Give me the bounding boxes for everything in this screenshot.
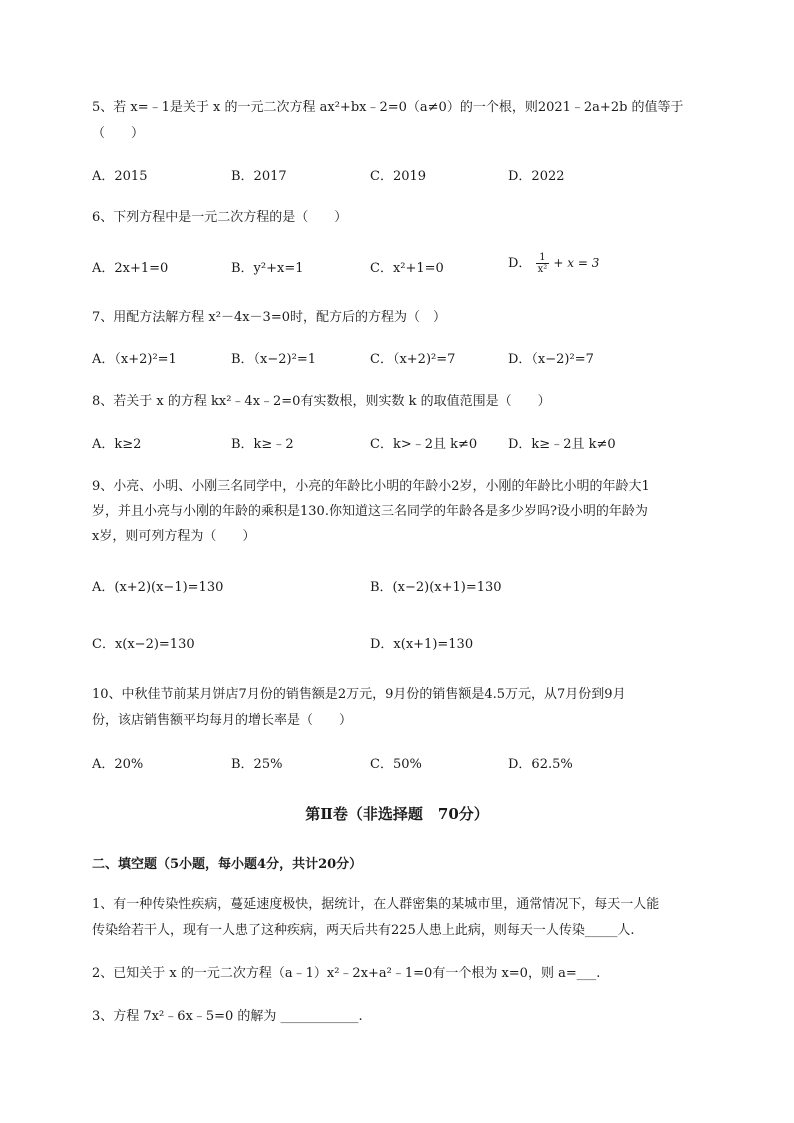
section-title: 第Ⅱ卷（非选择题 70分） [305,805,489,823]
q7-option-b: B．（x−2)²=1 [231,352,316,367]
q8-option-a: A．k≥2 [92,437,142,452]
q10-option-b: B．25% [231,757,283,772]
q5-stem-line2: （ ） [92,126,145,141]
q9-stem-line2: 岁，并且小亮与小刚的年龄的乘积是130.你知道这三名同学的年龄各是多少岁吗?设小明的年龄为 [92,504,648,519]
q6-option-d-label: D． [508,256,532,271]
q10-stem-line1: 10、中秋佳节前某月饼店7月份的销售额是2万元，9月份的销售额是4.5万元，从7月份到9月 [92,687,626,702]
q10-option-c: C．50% [370,757,422,772]
q10-option-d: D．62.5% [508,757,573,772]
q7-stem: 7、用配方法解方程 x²－4x－3=0时，配方后的方程为（ ） [92,310,446,325]
q8-option-d: D．k≥﹣2且 k≠0 [508,437,616,452]
q6-stem: 6、下列方程中是一元二次方程的是（ ） [92,210,348,225]
q8-option-b: B．k≥﹣2 [231,437,294,452]
q9-stem-line1: 9、小亮、小明、小刚三名同学中，小亮的年龄比小明的年龄小2岁，小刚的年龄比小明的年龄大1 [92,479,650,494]
q10-stem-line2: 份，该店销售额平均每月的增长率是（ ） [92,713,353,728]
q8-stem: 8、若关于 x 的方程 kx²﹣4x﹣2=0有实数根，则实数 k 的取值范围是（ ） [92,394,551,409]
q6-option-c: C．x²+1=0 [370,261,444,276]
q6-option-a: A．2x+1=0 [92,261,169,276]
q6-option-b: B．y²+x=1 [231,261,304,276]
q7-option-c: C．（x+2)²=7 [370,352,456,367]
fill-q3: 3、方程 7x²﹣6x﹣5=0 的解为 ____________. [92,1009,363,1024]
q7-option-a: A．（x+2)²=1 [92,352,177,367]
q7-option-d: D．（x−2)²=7 [508,352,594,367]
q5-option-d: D．2022 [508,169,565,184]
q5-option-a: A．2015 [92,169,148,184]
q6-fraction [536,252,550,275]
q9-stem-line3: x岁，则可列方程为（ ） [92,529,256,544]
q8-option-c: C．k>﹣2且 k≠0 [370,437,478,452]
q6-option-d [508,252,599,275]
q5-option-c: C．2019 [370,169,427,184]
q9-option-c: C．x(x−2)=130 [92,637,195,652]
q10-option-a: A．20% [92,757,144,772]
q6-option-d-tail: + x = 3 [553,256,600,270]
fill-q1-line2: 传染给若干人，现有一人患了这种疾病，两天后共有225人患上此病，则每天一人传染_____人. [92,923,635,938]
q9-option-d: D．x(x+1)=130 [370,637,474,652]
q6-fraction-numerator: 1 [536,252,550,264]
section-subtitle: 二、填空题（5小题，每小题4分，共计20分） [92,857,363,872]
q9-option-a: A．(x+2)(x−1)=130 [92,580,224,595]
fill-q1-line1: 1、有一种传染性疾病，蔓延速度极快，据统计，在人群密集的某城市里，通常情况下，每天一人能 [92,897,660,912]
q5-stem-line1: 5、若 x=﹣1是关于 x 的一元二次方程 ax²+bx﹣2=0（a≠0）的一个根，则2021﹣2a+2b 的值等于 [92,100,684,115]
fill-q2: 2、已知关于 x 的一元二次方程（a﹣1）x²﹣2x+a²﹣1=0有一个根为 x=0，则 a=___. [92,966,601,981]
q6-fraction-denominator: x² [537,264,548,275]
q5-option-b: B．2017 [231,169,287,184]
q9-option-b: B．(x−2)(x+1)=130 [370,580,502,595]
